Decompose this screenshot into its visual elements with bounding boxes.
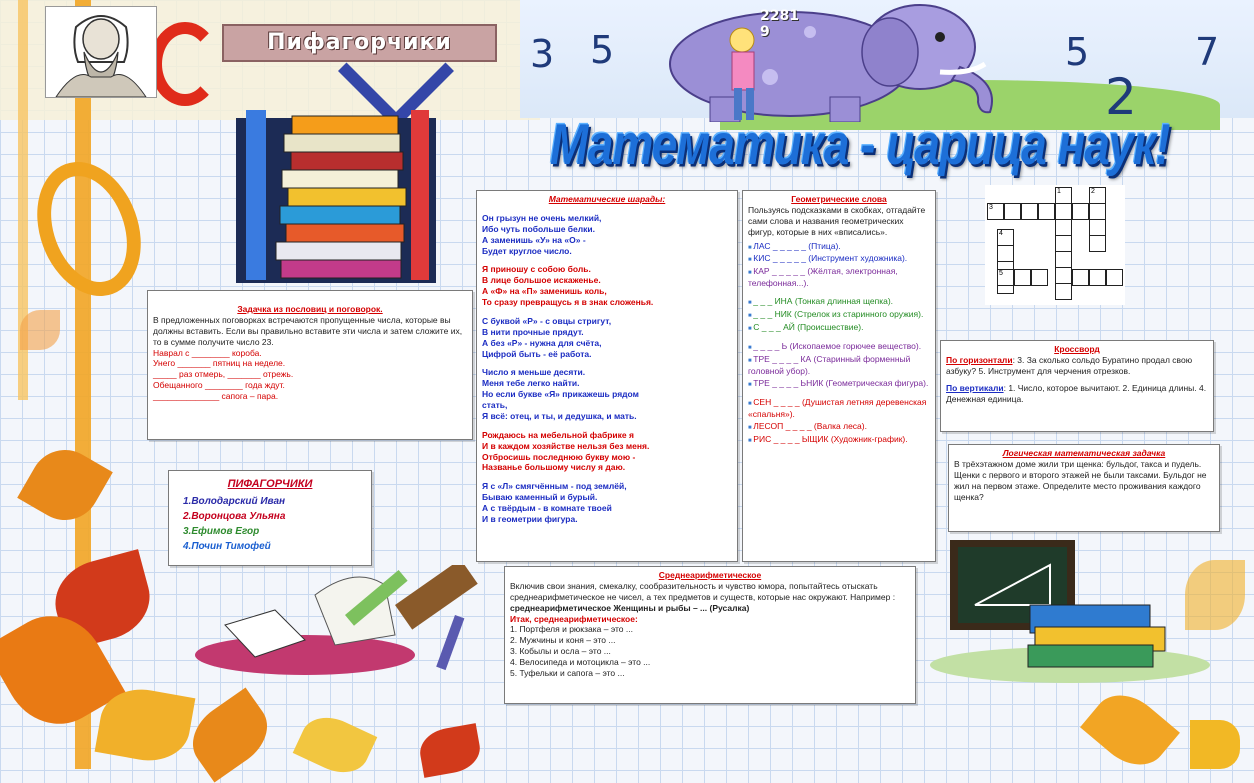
board-numbers: 2281 9: [760, 8, 799, 40]
proverb-line: ______________ сапога – пара.: [153, 391, 279, 401]
autumn-leaf: [20, 310, 60, 350]
autumn-leaf: [17, 437, 113, 533]
crossword-cell: 4: [997, 229, 1014, 246]
average-item: 5. Туфельки и сапога – это ...: [510, 667, 625, 678]
crossword-cell: 2: [1089, 187, 1106, 204]
charade-line: А с твёрдым - в комнате твоей: [482, 503, 612, 513]
sky-digit: 5: [1065, 30, 1090, 74]
school-supplies-illustration: [195, 565, 495, 675]
geoword-item: [748, 253, 930, 265]
horizontal-label: По горизонтали: [946, 354, 1013, 365]
bullet-icon: ■: [748, 424, 754, 431]
charade-line: А без «Р» - нужна для счёта,: [482, 337, 602, 348]
proverb-line: Обещанного ________ года ждут.: [153, 380, 285, 391]
proverb-line: _____ раз отмерь, _______ отрежь.: [153, 369, 294, 380]
charade-line: А «Ф» на «П» заменишь коль,: [482, 286, 607, 297]
average-card: [504, 566, 916, 704]
charade-line: Цифрой быть - её работа.: [482, 348, 592, 359]
bullet-icon: ■: [748, 244, 754, 251]
vertical-clues: : 1. Число, которое вычитают. 2. Единица длины. 4. Денежная единица.: [946, 382, 1207, 404]
crossword-cell: 1: [1055, 187, 1072, 204]
charade-line: Ибо чуть побольше белки.: [482, 223, 596, 234]
charade-line: С буквой «Р» - с овцы стригут,: [482, 315, 612, 326]
average-intro: Включив свои знания, смекалку, сообразительность и чувство юмора, попытайтесь отыскать среднеарифметическое не чисел, а тех предметов и существ, которые нас окружают. Например :: [510, 580, 896, 602]
books-stack-illustration: [236, 110, 436, 285]
proverbs-card: [147, 290, 473, 440]
autumn-leaf: [417, 723, 484, 778]
geowords-list: [748, 241, 930, 446]
bullet-icon: ■: [748, 437, 754, 444]
crossword-clues-card: [940, 340, 1214, 432]
geoword-item: [748, 341, 930, 353]
bullet-icon: ■: [748, 325, 754, 332]
charade-line: Будет круглое число.: [482, 245, 572, 256]
geoword-text: ЛЕСОП _ _ _ _ (Валка леса).: [753, 420, 867, 431]
team-title: ПИФАГОРЧИКИ: [227, 478, 313, 490]
geoword-item: [748, 397, 930, 420]
geoword-text: С _ _ _ АЙ (Происшествие).: [753, 321, 864, 332]
crossword-vertical: [946, 383, 1208, 405]
charade-line: И в каждом хозяйстве нельзя без меня.: [482, 440, 650, 451]
average-item: 3. Кобылы и осла – это ...: [510, 646, 611, 657]
average-item: 4. Велосипеда и мотоцикла – это ...: [510, 657, 651, 667]
logic-card: [948, 444, 1220, 532]
geoword-item: [748, 421, 930, 433]
geoword-item: [748, 354, 930, 377]
charade-line: Рождаюсь на мебельной фабрике я: [482, 429, 634, 440]
crossword-cell: 3: [987, 203, 1004, 220]
charade-line: Он грызун не очень мелкий,: [482, 212, 602, 223]
main-title: Математика - царица наук!: [550, 111, 1170, 177]
geoword-text: КИС _ _ _ _ _ (Инструмент художника).: [753, 253, 908, 264]
charade-block: [482, 481, 732, 525]
geoword-item: [748, 434, 930, 446]
horizontal-clues: : 3. За сколько сольдо Буратино продал свою азбуку? 5. Инструмент для черчения отрезков.: [946, 354, 1193, 376]
sky-digit: 5: [590, 28, 615, 72]
charade-line: Меня тебе легко найти.: [482, 378, 580, 389]
geoword-text: _ _ _ НИК (Стрелок из старинного оружия).: [753, 309, 924, 320]
autumn-leaf: [293, 708, 378, 783]
charade-block: [482, 367, 732, 421]
proverbs-title: Задачка из пословиц и поговорок.: [237, 304, 383, 314]
bullet-icon: ■: [748, 257, 754, 264]
charade-line: Названье большому числу я даю.: [482, 462, 626, 473]
geoword-item: [748, 266, 930, 289]
blackboard-books-illustration: [920, 535, 1220, 685]
average-list: [510, 624, 910, 678]
geoword-item: [748, 378, 930, 390]
charades-title: Математические шарады:: [548, 194, 666, 204]
charade-line: И в геометрии фигура.: [482, 513, 578, 524]
geoword-text: СЕН _ _ _ _ (Душистая летняя деревенская «спальня»).: [748, 397, 927, 419]
average-sub: Итак, среднеарифметическое:: [510, 613, 638, 624]
team-list: [177, 494, 363, 554]
bullet-icon: ■: [748, 401, 754, 408]
geoword-item: [748, 309, 930, 321]
crossword-title: Кроссворд: [1054, 344, 1100, 354]
charades-card: [476, 190, 738, 562]
charade-block: [482, 213, 732, 257]
autumn-leaf: [1080, 681, 1180, 778]
bullet-icon: ■: [748, 345, 754, 352]
average-title: Среднеарифметическое: [658, 570, 762, 580]
charade-line: Я приношу с собою боль.: [482, 264, 591, 275]
logic-title: Логическая математическая задачка: [1002, 448, 1166, 458]
sky-digit: 7: [1195, 30, 1220, 74]
proverb-line: Наврал с ________ короба.: [153, 347, 262, 358]
sky-digit: 3: [530, 32, 555, 76]
geowords-card: [742, 190, 936, 562]
crossword-grid: [985, 185, 1125, 305]
bullet-icon: ■: [748, 300, 754, 307]
team-member: 1.Володарский Иван: [183, 496, 286, 508]
crossword-cell: 5: [997, 269, 1014, 286]
charade-line: В лице большое искаженье.: [482, 275, 601, 286]
crossword-horizontal: [946, 355, 1208, 377]
charade-line: Число я меньше десяти.: [482, 367, 586, 378]
charade-line: Бываю каменный и бурый.: [482, 492, 598, 503]
average-example: среднеарифметическое Женщины и рыбы – ... (Русалка): [510, 602, 750, 613]
vertical-label: По вертикали: [946, 382, 1004, 393]
geoword-text: _ _ _ _ Ь (Ископаемое горючее вещество).: [753, 341, 922, 352]
geoword-item: [748, 296, 930, 308]
sky-digit: 2: [1105, 68, 1137, 126]
big-letter-o: [19, 147, 158, 310]
big-letter-g-red: [150, 22, 220, 106]
charade-line: Я всё: отец, и ты, и дедушка, и мать.: [482, 410, 637, 421]
geoword-text: _ _ _ ИНА (Тонкая длинная щепка).: [753, 296, 894, 307]
club-name: Пифагорчики: [267, 30, 452, 55]
bottom-letter-b: [1190, 720, 1240, 769]
charade-line: Я с «Л» смягчённым - под землёй,: [482, 481, 627, 492]
charade-line: Отбросишь последнюю букву мою -: [482, 451, 636, 462]
charade-line: стать,: [482, 400, 508, 410]
bullet-icon: ■: [748, 381, 754, 388]
charade-block: [482, 264, 732, 308]
bullet-icon: ■: [748, 358, 754, 365]
team-member: 2.Воронцова Ульяна: [183, 511, 286, 523]
club-name-banner: [222, 24, 497, 62]
charade-block: [482, 430, 732, 474]
average-item: 1. Портфеля и рюкзака – это ...: [510, 624, 633, 635]
logic-text: В трёхэтажном доме жили три щенка: бульдог, такса и пудель. Щенки с первого и второго этажей не были таксами. Бульдог не жил на первом этаже. Определите место проживания каждого щенка?: [954, 458, 1207, 502]
average-item: 2. Мужчины и коня – это ...: [510, 635, 616, 646]
proverb-line: Унего _______ пятниц на неделе.: [153, 358, 286, 369]
charade-line: То сразу превращусь я в знак сложенья.: [482, 297, 654, 307]
pythagoras-portrait: [45, 6, 157, 98]
team-card: [168, 470, 372, 566]
charade-line: А заменишь «У» на «О» -: [482, 234, 586, 245]
geoword-text: ТРЕ _ _ _ _ КА (Старинный форменный головной убор).: [748, 354, 911, 376]
charade-line: В нити прочные прядут.: [482, 326, 584, 337]
elephant-illustration: [640, 2, 1010, 122]
charade-block: [482, 316, 732, 360]
geoword-item: [748, 241, 930, 253]
bullet-icon: ■: [748, 313, 754, 320]
team-member: 4.Почин Тимофей: [183, 541, 271, 553]
bullet-icon: ■: [748, 269, 754, 276]
geowords-intro: Пользуясь подсказками в скобках, отгадайте сами слова и названия геометрических фигур, которые в них «вписались».: [748, 204, 926, 237]
geoword-item: [748, 322, 930, 334]
geoword-text: РИС _ _ _ _ ЫЩИК (Художник-график).: [753, 433, 908, 444]
autumn-leaf: [180, 687, 280, 782]
team-member: 3.Ефимов Егор: [183, 526, 260, 538]
charades-body: [482, 213, 732, 525]
geoword-text: ЛАС _ _ _ _ _ (Птица).: [753, 240, 841, 251]
geowords-title: Геометрические слова: [791, 194, 887, 204]
geoword-text: ТРЕ _ _ _ _ ЬНИК (Геометрическая фигура).: [753, 377, 929, 388]
charade-line: Но если букве «Я» прикажешь рядом: [482, 389, 639, 400]
proverbs-intro: В предложенных поговорках встречаются пропущенные числа, которые вы должны вставить. Если вы правильно вставите эти числа и затем сложите их, то в сумме получите число 23.: [153, 314, 463, 347]
geoword-text: КАР _ _ _ _ _ (Жёлтая, электронная, телефонная...).: [748, 265, 898, 288]
